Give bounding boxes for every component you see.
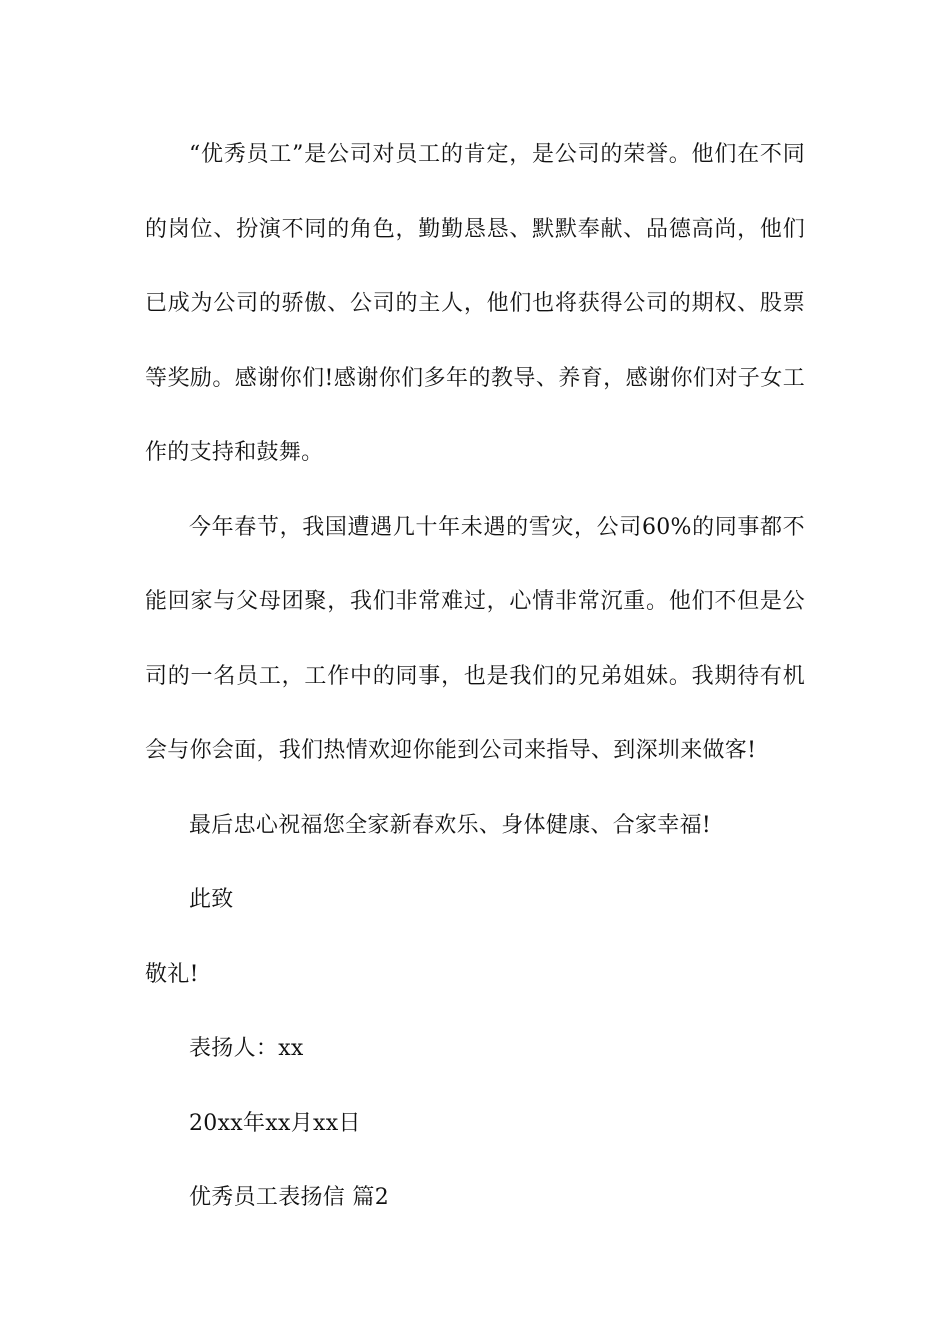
letter-body <box>145 118 805 1236</box>
next-section-title: 优秀员工表扬信 篇2 <box>189 1185 389 1210</box>
closing-ci-zhi: 此致 <box>189 887 234 912</box>
paragraph-spring-festival: 今年春节，我国遭遇几十年未遇的雪灾，公司60%的同事都不能回家与父母团聚，我们非常难过，心情非常沉重。他们不但是公司的一名员工，工作中的同事，也是我们的兄弟姐妹。我期待有机会与你会面，我们热情欢迎你能到公司来指导、到深圳来做客! <box>145 514 805 763</box>
paragraph-excellent-employee: “优秀员工”是公司对员工的肯定，是公司的荣誉。他们在不同的岗位、扮演不同的角色，勤勤恳恳、默默奉献、品德高尚，他们已成为公司的骄傲、公司的主人，他们也将获得公司的期权、股票等奖励。感谢你们!感谢你们多年的教导、养育，感谢你们对子女工作的支持和鼓舞。 <box>145 142 805 465</box>
signature-praiser: 表扬人：xx <box>189 1036 304 1061</box>
closing-jing-li: 敬礼! <box>145 961 199 987</box>
paragraph-blessing: 最后忠心祝福您全家新春欢乐、身体健康、合家幸福! <box>189 812 712 838</box>
signature-date: 20xx年xx月xx日 <box>189 1110 361 1136</box>
